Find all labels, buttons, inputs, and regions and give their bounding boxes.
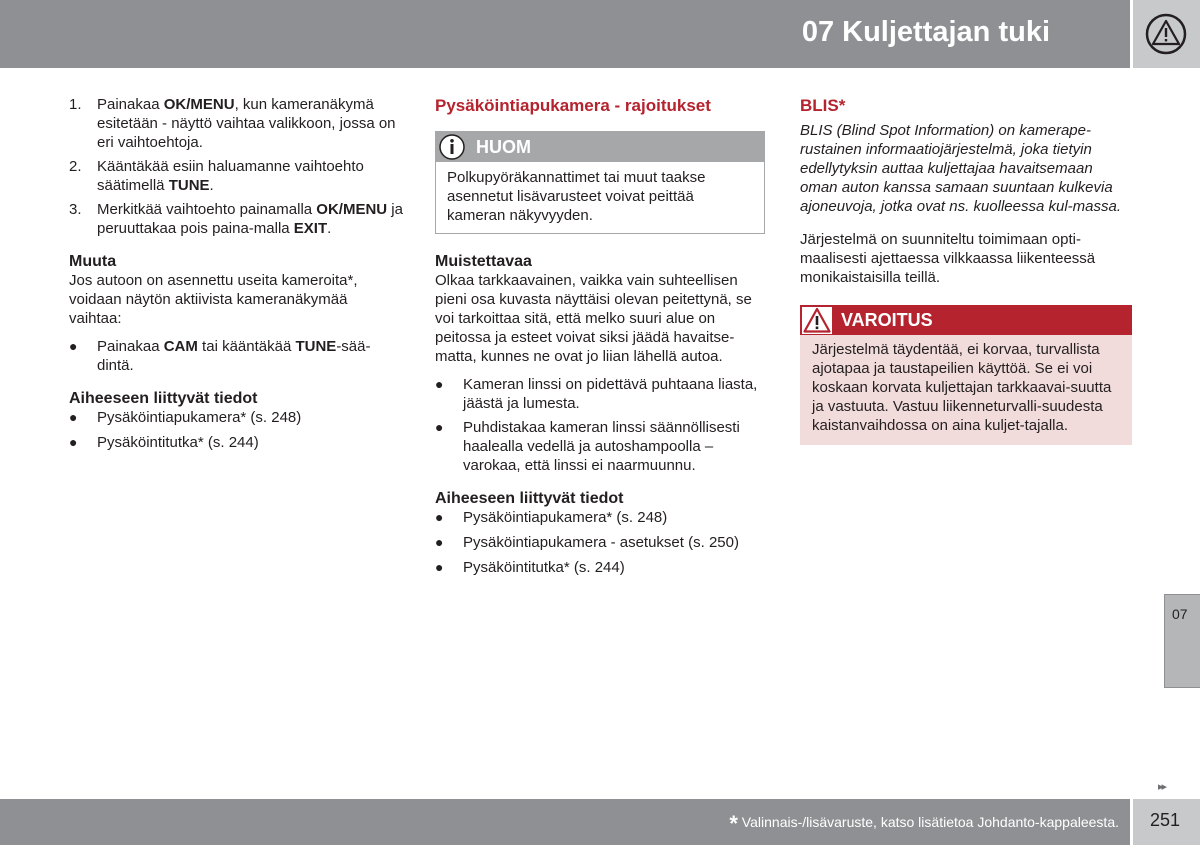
- chapter-title: 07 Kuljettajan tuki: [801, 16, 1050, 48]
- related-link-text: Pysäköintiapukamera* (s. 248): [463, 509, 668, 526]
- note-text: Polkupyöräkannattimet tai muut taakse asennetut lisävarusteet voivat peittää kameran näkyvyyden.: [436, 162, 764, 233]
- section-title: Pysäköintiapukamera - rajoitukset: [435, 96, 711, 115]
- footer-note: [729, 811, 1119, 836]
- asterisk-icon: *: [729, 811, 738, 836]
- bullet-icon: ●: [69, 434, 78, 450]
- bullet-icon: ●: [435, 509, 444, 525]
- related-link[interactable]: [435, 508, 765, 527]
- bullet-icon: ●: [69, 409, 78, 425]
- step-text: .: [327, 220, 332, 237]
- related-link[interactable]: [69, 408, 404, 427]
- list-item: [69, 200, 404, 238]
- bullet-list: [69, 337, 404, 375]
- list-item: [435, 418, 765, 475]
- bullet-text: -sää-dintä.: [97, 338, 371, 374]
- warning-box: [800, 305, 1132, 445]
- chapter-tab-label: 07: [1172, 606, 1188, 622]
- warning-triangle-icon: [802, 307, 832, 334]
- paragraph: Järjestelmä on suunniteltu toimimaan opti-maalisesti ajettaessa vilkkaassa liikenteessä monikaistaisilla teillä.: [800, 231, 1096, 286]
- bullet-icon: ●: [69, 338, 78, 354]
- related-link-text: Pysäköintiapukamera - asetukset (s. 250): [463, 534, 739, 551]
- section-title: BLIS*: [800, 96, 846, 115]
- list-item: [69, 157, 404, 195]
- related-link-text: Pysäköintitutka* (s. 244): [463, 559, 625, 576]
- related-link[interactable]: [435, 558, 765, 577]
- chapter-header: [0, 0, 1130, 68]
- bullet-icon: ●: [435, 559, 444, 575]
- footer-bar: [0, 799, 1130, 845]
- steps-list: [69, 95, 404, 238]
- bullet-icon: ●: [435, 419, 444, 435]
- related-list: [69, 408, 404, 452]
- bullet-key: CAM: [163, 338, 198, 355]
- bullet-text: Kameran linssi on pidettävä puhtaana liasta, jäästä ja lumesta.: [463, 376, 758, 412]
- bullet-text: tai kääntäkää: [197, 338, 296, 355]
- note-label: HUOM: [476, 137, 531, 157]
- intro-paragraph: BLIS (Blind Spot Information) on kamerape-rustainen informaatiojärjestelmä, joka tietyin edellytyksin auttaa kuljettajaa havaitsemaan oman auton kanssa samaan suuntaan kulkevia ajoneuvoja, jotka ovat ns. kuolleessa kul-massa.: [800, 122, 1122, 215]
- bullet-icon: ●: [435, 534, 444, 550]
- bullet-text: Puhdistakaa kameran linssi säännöllisesti haalealla vedellä ja autoshampoolla – varokaa, että linssi ei naarmuunnu.: [463, 419, 740, 474]
- section-heading: Aiheeseen liittyvät tiedot: [435, 490, 624, 507]
- related-link-text: Pysäköintiapukamera* (s. 248): [97, 409, 302, 426]
- step-text: Kääntäkää esiin haluamanne vaihtoehto säätimellä: [97, 158, 364, 194]
- step-key: TUNE: [168, 177, 210, 194]
- chapter-tab[interactable]: [1164, 594, 1200, 688]
- warning-label: VAROITUS: [841, 310, 933, 330]
- bullet-key: TUNE: [295, 338, 337, 355]
- list-item: [69, 337, 404, 375]
- warning-text: Järjestelmä täydentää, ei korvaa, turvallista ajotapaa ja taustapeilien käyttöä. Se ei voi koskaan korvata kuljettajan tarkkaavai-suutta ja vastuuta. Vastuu liikenneturvalli-suudesta kaistanvaihdossa on aina kuljet-tajalla.: [812, 341, 1112, 434]
- section-heading: Muistettavaa: [435, 253, 532, 270]
- warning-header: [800, 305, 1132, 335]
- paragraph: Jos autoon on asennettu useita kameroita*, voidaan näytön aktiivista kameranäkymää vaihtaa:: [69, 272, 358, 327]
- list-item: [69, 95, 404, 152]
- step-key: OK/MENU: [316, 201, 388, 218]
- step-number: 1.: [69, 96, 82, 113]
- page-number-box: [1133, 799, 1200, 845]
- chapter-icon-box: [1133, 0, 1200, 68]
- step-key: EXIT: [293, 220, 328, 237]
- step-text: Painakaa: [97, 96, 164, 113]
- related-link[interactable]: [435, 533, 765, 552]
- paragraph: Olkaa tarkkaavainen, vaikka vain suhteellisen pieni osa kuvasta näyttäisi olevan peitettynä, se voi tarkoittaa sitä, että melko suuri alue on peitossa ja esteet voivat siksi jäädä havaitse-matta, kunnes ne ovat jo liian lähellä autoa.: [435, 272, 752, 365]
- step-text: , kun kameranäkymä esitetään - näyttö vaihtaa valikkoon, jossa on eri vaihtoehtoja.: [97, 96, 396, 151]
- info-icon: [439, 134, 465, 169]
- step-key: OK/MENU: [163, 96, 235, 113]
- step-text: Merkitkää vaihtoehto painamalla: [97, 201, 317, 218]
- page-number: 251: [1150, 810, 1181, 830]
- section-heading: Aiheeseen liittyvät tiedot: [69, 390, 258, 407]
- note-header: [436, 132, 764, 162]
- section-heading: Muuta: [69, 253, 117, 270]
- step-number: 2.: [69, 158, 82, 175]
- list-item: [435, 375, 765, 413]
- step-text: ja peruuttakaa pois paina-malla: [97, 201, 403, 237]
- step-text: .: [209, 177, 214, 194]
- next-page-icon: ▸▸: [1158, 781, 1166, 793]
- related-list: [435, 508, 765, 577]
- column-1: [69, 95, 404, 462]
- note-box: [435, 131, 765, 234]
- step-number: 3.: [69, 201, 82, 218]
- column-2: [435, 95, 765, 587]
- footer-note-text: Valinnais-/lisävaruste, katso lisätietoa Johdanto-kappaleesta.: [737, 814, 1119, 830]
- bullet-list: [435, 375, 765, 475]
- related-link-text: Pysäköintitutka* (s. 244): [97, 434, 259, 451]
- column-3: [800, 95, 1132, 445]
- bullet-text: Painakaa: [97, 338, 164, 355]
- related-link[interactable]: [69, 433, 404, 452]
- bullet-icon: ●: [435, 376, 444, 392]
- warning-triangle-icon: [1145, 13, 1187, 55]
